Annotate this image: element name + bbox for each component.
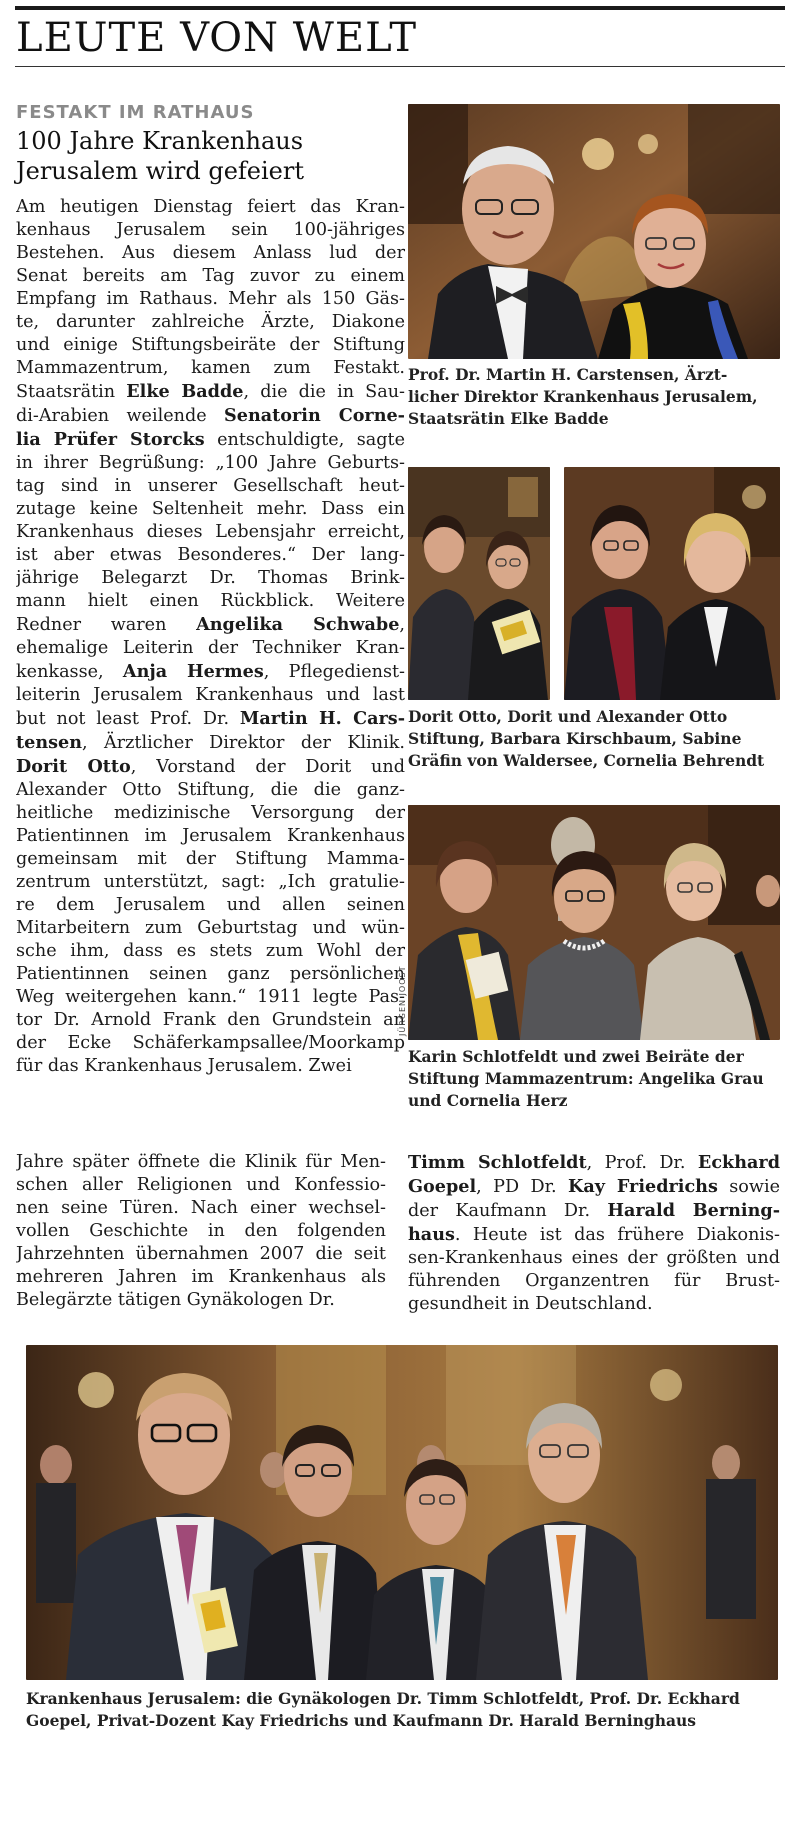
text-line: sche ihm, dass es stets zum Wohl der [16, 941, 405, 961]
text-line: Empfang im Rathaus. Mehr als 150 Gäs- [16, 289, 405, 309]
caption-photo-2 [408, 706, 788, 772]
caption-photo-3 [408, 1046, 788, 1112]
caption-line: Karin Schlotfeldt und zwei Beiräte der [408, 1047, 744, 1066]
text-line: ist aber etwas Besonderes.“ Der lang- [16, 545, 405, 565]
text-line: Jahre später öffnete die Klinik für Men- [16, 1152, 386, 1172]
text-line: Dorit Otto, Vorstand der Dorit und [16, 756, 405, 777]
text-line: leiterin Jerusalem Krankenhaus und last [16, 685, 405, 705]
name-highlight: Dorit Otto [16, 756, 131, 777]
section-title: LEUTE VON WELT [16, 15, 418, 61]
caption-line: Gräfin von Waldersee, Cornelia Behrendt [408, 751, 765, 770]
caption-line: Stiftung Mammazentrum: Angelika Grau [408, 1069, 764, 1088]
name-highlight: Goepel [408, 1176, 477, 1197]
caption-line: Prof. Dr. Martin H. Carstensen, Ärzt- [408, 365, 728, 384]
caption-line: licher Direktor Krankenhaus Jerusalem, [408, 387, 758, 406]
caption-line: Stiftung, Barbara Kirschbaum, Sabine [408, 729, 742, 748]
text-line: führenden Organzentren für Brust- [408, 1271, 780, 1291]
name-highlight: Elke Badde [126, 381, 244, 402]
article-kicker: FESTAKT IM RATHAUS [16, 102, 255, 123]
article-body-continued-right [408, 1151, 780, 1316]
article-body-continued-left [16, 1151, 386, 1312]
text-line: mehreren Jahren im Krankenhaus als [16, 1267, 386, 1287]
text-line: tensen, Ärztlicher Direktor der Klinik. [16, 732, 405, 753]
caption-photo-1 [408, 364, 788, 430]
text-line: Redner waren Angelika Schwabe, [16, 614, 405, 635]
name-highlight: Senatorin Corne- [224, 405, 405, 426]
text-line: Mammazentrum, kamen zum Festakt. [16, 358, 405, 378]
text-line: in ihrer Begrüßung: „100 Jahre Geburts- [16, 453, 405, 473]
caption-line: und Cornelia Herz [408, 1091, 568, 1110]
text-line: Jahrzehnten übernahmen 2007 die seit [16, 1244, 386, 1264]
caption-line: Goepel, Privat-Dozent Kay Friedrichs und Kaufmann Dr. Harald Berninghaus [26, 1711, 697, 1730]
text-line: Staatsrätin Elke Badde, die die in Sau- [16, 381, 405, 402]
text-line: Timm Schlotfeldt, Prof. Dr. Eckhard [408, 1152, 780, 1173]
name-highlight: Kay Friedrichs [568, 1176, 718, 1197]
text-line: lia Prüfer Storcks entschuldigte, sagte [16, 429, 405, 450]
text-line: but not least Prof. Dr. Martin H. Cars- [16, 708, 405, 729]
caption-photo-4 [26, 1688, 786, 1732]
text-line: für das Krankenhaus Jerusalem. Zwei [16, 1056, 352, 1076]
headline-line: 100 Jahre Krankenhaus [16, 127, 304, 155]
text-line: Mitarbeitern zum Geburtstag und wün- [16, 918, 405, 938]
name-highlight: haus [408, 1224, 455, 1245]
name-highlight: tensen [16, 732, 83, 753]
photo-otto-kirschbaum [408, 467, 550, 700]
text-line: Alexander Otto Stiftung, die die ganz- [16, 780, 405, 800]
text-line: gesundheit in Deutschland. [408, 1294, 653, 1314]
caption-line: Staatsrätin Elke Badde [408, 409, 609, 428]
text-line: Goepel, PD Dr. Kay Friedrichs sowie [408, 1176, 780, 1197]
name-highlight: Martin H. Cars- [239, 708, 405, 729]
text-line: ehemalige Leiterin der Techniker Kran- [16, 638, 405, 658]
text-line: vollen Geschichte in den folgenden [16, 1221, 386, 1241]
name-highlight: Angelika Schwabe [196, 614, 400, 635]
text-line: mann hielt einen Rückblick. Weitere [16, 591, 405, 611]
text-line: sen-Krankenhaus eines der größten und [408, 1248, 780, 1268]
photo-credit: JÜRGEN JOOST [398, 965, 407, 1036]
text-line: jährige Belegarzt Dr. Thomas Brink- [16, 568, 405, 588]
text-line: kenhaus Jerusalem sein 100-jähriges [16, 220, 405, 240]
top-rule [15, 6, 785, 10]
photo-schlotfeldt-grau-herz [408, 805, 780, 1040]
headline-line: Jerusalem wird gefeiert [16, 157, 304, 185]
text-line: zentrum unterstützt, sagt: „Ich gratulie- [16, 872, 405, 892]
title-rule [15, 66, 785, 67]
text-line: und einige Stiftungsbeiräte der Stiftung [16, 335, 405, 355]
text-line: zutage keine Seltenheit mehr. Dass ein [16, 499, 405, 519]
photo-waldersee-behrendt [564, 467, 780, 700]
name-highlight: Timm Schlotfeldt [408, 1152, 587, 1173]
name-highlight: Anja Hermes [122, 661, 264, 682]
text-line: gemeinsam mit der Stiftung Mamma- [16, 849, 405, 869]
text-line: te, darunter zahlreiche Ärzte, Diakone [16, 312, 405, 332]
text-line: der Kaufmann Dr. Harald Berning- [408, 1200, 780, 1221]
caption-line: Krankenhaus Jerusalem: die Gynäkologen Dr. Timm Schlotfeldt, Prof. Dr. Eckhard [26, 1689, 740, 1708]
text-line: Senat bereits am Tag zuvor zu einem [16, 266, 405, 286]
text-line: re dem Jerusalem und allen seinen [16, 895, 405, 915]
article-headline [16, 126, 406, 186]
text-line: Weg weitergehen kann.“ 1911 legte Pas- [16, 987, 405, 1007]
text-line: Am heutigen Dienstag feiert das Kran- [16, 197, 405, 217]
text-line: Krankenhaus dieses Lebensjahr erreicht, [16, 522, 405, 542]
article-body-column [16, 196, 405, 1078]
text-line: Patientinnen im Jerusalem Krankenhaus [16, 826, 405, 846]
text-line: tor Dr. Arnold Frank den Grundstein an [16, 1010, 405, 1030]
text-line: kenkasse, Anja Hermes, Pflegedienst- [16, 661, 405, 682]
text-line: di-Arabien weilende Senatorin Corne- [16, 405, 405, 426]
text-line: der Ecke Schäferkampsallee/Moorkamp [16, 1033, 405, 1053]
photo-gynaekologen-group [26, 1345, 778, 1680]
name-highlight: Eckhard [697, 1152, 780, 1173]
text-line: Bestehen. Aus diesem Anlass lud der [16, 243, 405, 263]
text-line: heitliche medizinische Versorgung der [16, 803, 405, 823]
photo-carstensen-badde [408, 104, 780, 359]
text-line: tag sind in unserer Gesellschaft heut- [16, 476, 405, 496]
text-line: haus. Heute ist das frühere Diakonis- [408, 1224, 780, 1245]
text-line: schen aller Religionen und Konfessio- [16, 1175, 386, 1195]
text-line: nen seine Türen. Nach einer wechsel- [16, 1198, 386, 1218]
name-highlight: lia Prüfer Storcks [16, 429, 205, 450]
caption-line: Dorit Otto, Dorit und Alexander Otto [408, 707, 728, 726]
name-highlight: Harald Berning- [607, 1200, 780, 1221]
text-line: Belegärzte tätigen Gynäkologen Dr. [16, 1290, 335, 1310]
text-line: Patientinnen seinen ganz persönlichen [16, 964, 405, 984]
